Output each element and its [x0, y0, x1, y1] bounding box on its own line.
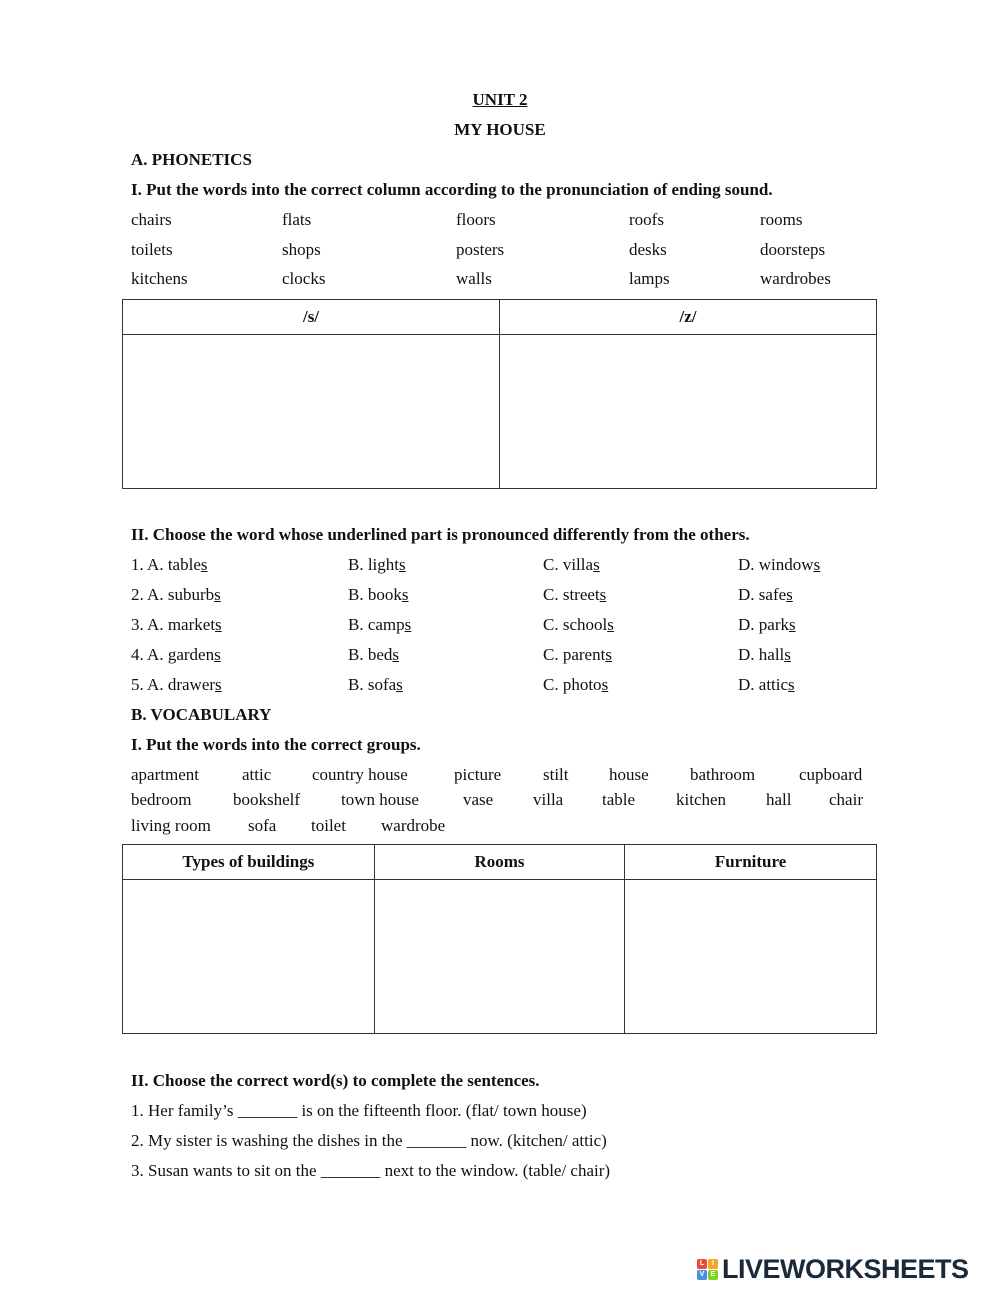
word: shops [282, 240, 321, 259]
word: clocks [282, 269, 326, 288]
word: doorsteps [760, 240, 826, 259]
answer-cell-s[interactable] [123, 335, 500, 489]
word: roofs [629, 210, 664, 229]
column-header-z: /z/ [500, 300, 877, 335]
logo-text: LIVEWORKSHEETS [722, 1253, 969, 1284]
word: vase [463, 790, 494, 809]
option-a[interactable]: 4. A. gardens [131, 645, 221, 664]
word: hall [766, 790, 792, 809]
word: living room [131, 816, 211, 835]
option-a[interactable]: 5. A. drawers [131, 675, 222, 694]
option-d[interactable]: D. halls [738, 645, 791, 664]
option-b[interactable]: B. beds [348, 645, 400, 664]
option-b[interactable]: B. books [348, 585, 409, 604]
column-header-furniture: Furniture [625, 845, 877, 880]
option-d[interactable]: D. safes [738, 585, 793, 604]
word: picture [454, 765, 502, 784]
option-b[interactable]: B. sofas [348, 675, 403, 694]
vocabulary-ex2-instruction: II. Choose the correct word(s) to complete the sentences. [131, 1071, 540, 1090]
logo-mark-icon: L I V E [697, 1259, 718, 1280]
word: table [602, 790, 636, 809]
word: house [609, 765, 649, 784]
word: floors [456, 210, 496, 229]
word: wardrobes [760, 269, 831, 288]
word: rooms [760, 210, 803, 229]
word: desks [629, 240, 667, 259]
word: town house [341, 790, 419, 809]
word: toilet [311, 816, 346, 835]
option-d[interactable]: D. windows [738, 555, 821, 574]
unit-label: UNIT 2 [472, 90, 528, 109]
word: country house [312, 765, 408, 784]
word: flats [282, 210, 312, 229]
word: kitchen [676, 790, 727, 809]
vocabulary-group-table [122, 844, 877, 1034]
word: cupboard [799, 765, 863, 784]
word: villa [533, 790, 564, 809]
column-header-buildings: Types of buildings [123, 845, 375, 880]
vocabulary-ex1-instruction: I. Put the words into the correct groups. [131, 735, 421, 754]
word: lamps [629, 269, 670, 288]
option-c[interactable]: C. photos [543, 675, 609, 694]
option-c[interactable]: C. schools [543, 615, 614, 634]
sentence: 1. Her family’s _______ is on the fifteenth floor. (flat/ town house) [131, 1101, 587, 1120]
option-c[interactable]: C. parents [543, 645, 612, 664]
option-d[interactable]: D. attics [738, 675, 795, 694]
liveworksheets-logo [697, 1254, 969, 1284]
answer-cell-furniture[interactable] [625, 880, 877, 1034]
word: bookshelf [233, 790, 301, 809]
option-b[interactable]: B. camps [348, 615, 412, 634]
word: attic [242, 765, 272, 784]
word: chair [829, 790, 863, 809]
word: stilt [543, 765, 569, 784]
option-a[interactable]: 1. A. tables [131, 555, 208, 574]
word: bedroom [131, 790, 192, 809]
word: bathroom [690, 765, 756, 784]
word: posters [456, 240, 505, 259]
word: chairs [131, 210, 172, 229]
word: sofa [248, 816, 277, 835]
option-b[interactable]: B. lights [348, 555, 406, 574]
sound-sort-table [122, 299, 877, 489]
phonetics-heading: A. PHONETICS [131, 150, 252, 169]
word: wardrobe [381, 816, 446, 835]
answer-cell-buildings[interactable] [123, 880, 375, 1034]
option-a[interactable]: 2. A. suburbs [131, 585, 221, 604]
word: kitchens [131, 269, 188, 288]
word: apartment [131, 765, 199, 784]
page-title: MY HOUSE [454, 120, 546, 139]
word: toilets [131, 240, 173, 259]
word: walls [456, 269, 492, 288]
answer-cell-z[interactable] [500, 335, 877, 489]
column-header-rooms: Rooms [374, 845, 624, 880]
option-c[interactable]: C. streets [543, 585, 607, 604]
vocabulary-heading: B. VOCABULARY [131, 705, 272, 724]
sentence: 3. Susan wants to sit on the _______ next to the window. (table/ chair) [131, 1161, 611, 1180]
option-c[interactable]: C. villas [543, 555, 600, 574]
phonetics-ex1-instruction: I. Put the words into the correct column according to the pronunciation of ending sound. [131, 180, 773, 199]
option-a[interactable]: 3. A. markets [131, 615, 222, 634]
column-header-s: /s/ [123, 300, 500, 335]
answer-cell-rooms[interactable] [374, 880, 624, 1034]
phonetics-ex2-instruction: II. Choose the word whose underlined part is pronounced differently from the others. [131, 525, 750, 544]
sentence: 2. My sister is washing the dishes in the _______ now. (kitchen/ attic) [131, 1131, 607, 1150]
option-d[interactable]: D. parks [738, 615, 796, 634]
